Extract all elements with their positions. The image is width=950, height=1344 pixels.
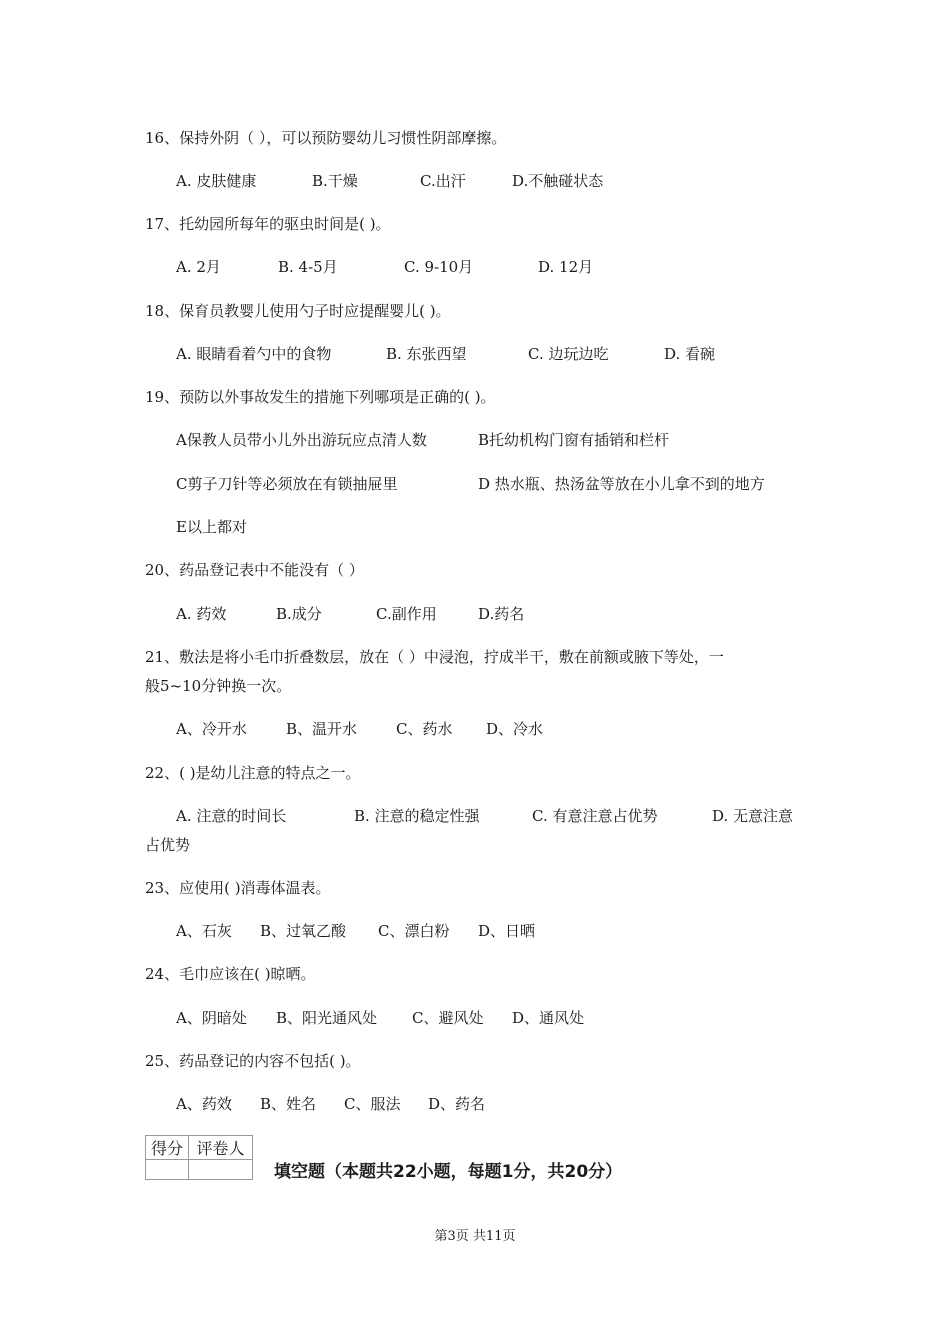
option-c: C、漂白粉 [378,922,450,940]
option-c: C、避风处 [412,1009,484,1027]
question-24: 24、毛巾应该在( )晾晒。 [145,965,316,983]
section-title: 填空题（本题共22小题，每题1分，共20分） [274,1162,623,1182]
question-25: 25、药品登记的内容不包括( )。 [145,1052,361,1070]
option-b: B. 注意的稳定性强 [354,807,480,825]
question-19: 19、预防以外事故发生的措施下列哪项是正确的( )。 [145,388,496,406]
option-c: C、药水 [396,720,453,738]
question-22-option-d-wrap: 占优势 [145,836,191,854]
question-16: 16、保持外阴（ ），可以预防婴幼儿习惯性阴部摩擦。 [145,129,507,147]
question-18: 18、保育员教婴儿使用勺子时应提醒婴儿( )。 [145,302,451,320]
option-a: A、药效 [176,1095,232,1113]
option-d: D、通风处 [512,1009,585,1027]
option-b: B.干燥 [312,172,358,190]
question-20: 20、药品登记表中不能没有（ ） [145,561,364,579]
option-d: D、日晒 [478,922,536,940]
score-box [145,1135,253,1180]
score-cell[interactable] [146,1160,189,1180]
question-23: 23、应使用( )消毒体温表。 [145,879,331,897]
option-b: B. 东张西望 [386,345,467,363]
option-a: A. 药效 [176,605,227,623]
option-b: B托幼机构门窗有插销和栏杆 [478,431,670,449]
option-c: C. 边玩边吃 [528,345,609,363]
option-b: B、温开水 [286,720,358,738]
option-a: A. 眼睛看着勺中的食物 [176,345,332,363]
question-17: 17、托幼园所每年的驱虫时间是( )。 [145,215,391,233]
option-d: D 热水瓶、热汤盆等放在小儿拿不到的地方 [478,475,765,493]
option-c: C. 9-10月 [404,258,474,276]
grader-header: 评卷人 [189,1136,253,1160]
score-header: 得分 [146,1136,189,1160]
option-b: B.成分 [276,605,322,623]
option-a: A、冷开水 [176,720,247,738]
option-c: C.出汗 [420,172,466,190]
option-d: D、药名 [428,1095,486,1113]
option-b: B、阳光通风处 [276,1009,378,1027]
option-e: E以上都对 [176,518,247,536]
option-d: D. 无意注意 [712,807,794,825]
option-d: D、冷水 [486,720,544,738]
option-c: C.副作用 [376,605,437,623]
option-a: A. 注意的时间长 [176,807,287,825]
option-b: B、过氧乙酸 [260,922,347,940]
option-b: B. 4-5月 [278,258,338,276]
page-footer: 第3页 共11页 [434,1229,516,1244]
option-a: A. 皮肤健康 [176,172,257,190]
option-d: D. 看碗 [664,345,716,363]
option-d: D.不触碰状态 [512,172,604,190]
question-21-line2: 般5~10分钟换一次。 [145,677,292,695]
option-a: A保教人员带小儿外出游玩应点清人数 [176,431,427,449]
grader-cell[interactable] [189,1160,253,1180]
option-c: C、服法 [344,1095,401,1113]
option-c: C. 有意注意占优势 [532,807,658,825]
question-21-line1: 21、敷法是将小毛巾折叠数层，放在（ ）中浸泡，拧成半干，敷在前额或腋下等处，一 [145,648,724,666]
option-d: D. 12月 [538,258,594,276]
option-a: A、阴暗处 [176,1009,247,1027]
option-c: C剪子刀针等必须放在有锁抽屉里 [176,475,398,493]
option-a: A、石灰 [176,922,232,940]
option-b: B、姓名 [260,1095,317,1113]
option-a: A. 2月 [176,258,221,276]
question-22: 22、( )是幼儿注意的特点之一。 [145,764,361,782]
option-d: D.药名 [478,605,525,623]
